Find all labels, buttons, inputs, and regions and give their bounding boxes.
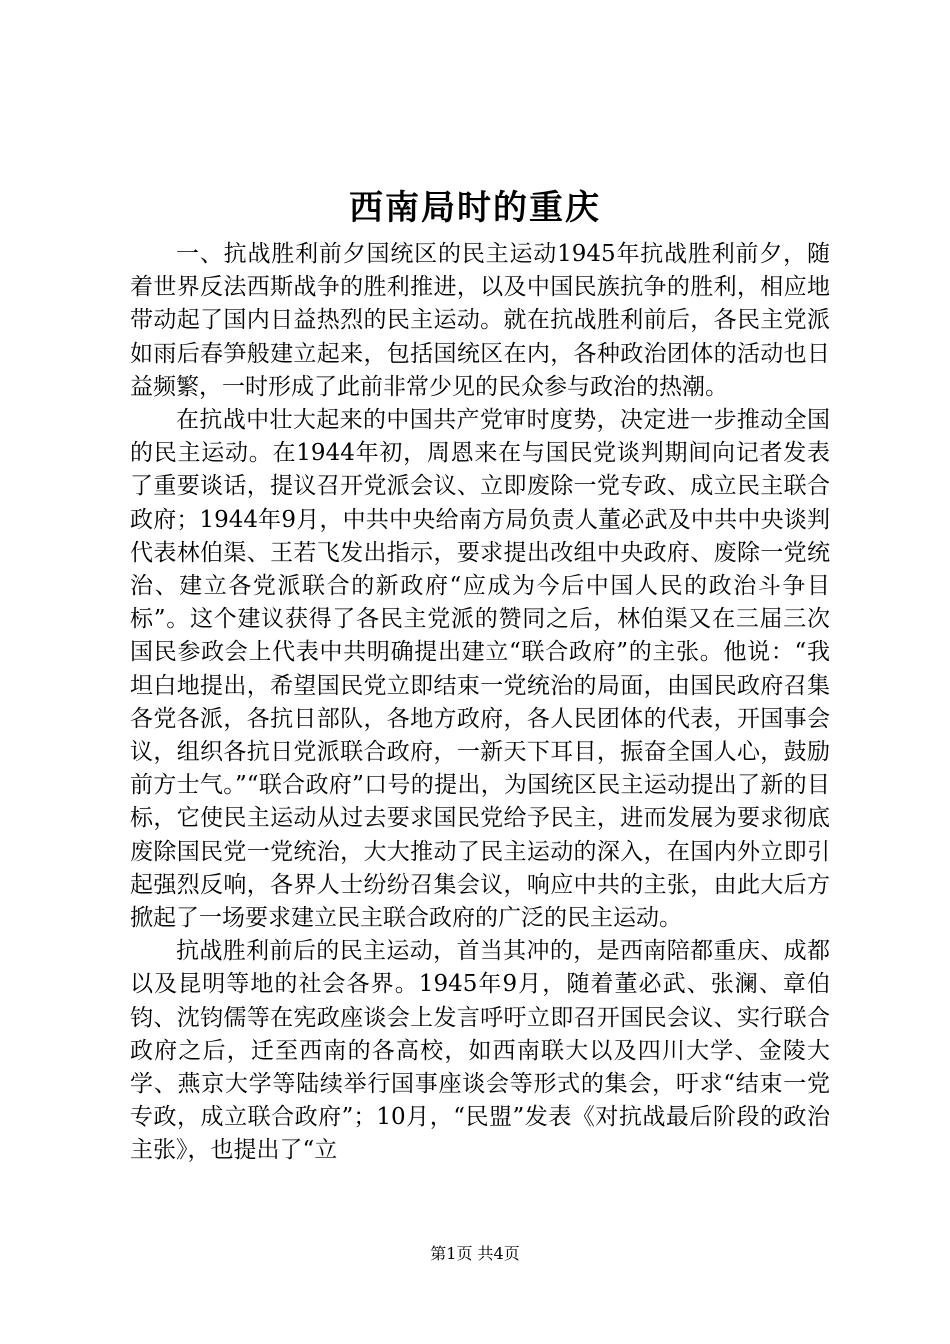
paragraph-3: 抗战胜利前后的民主运动，首当其冲的，是西南陪都重庆、成都以及昆明等地的社会各界。1945年9月，随着董必武、张澜、章伯钧、沈钧儒等在宪政座谈会上发言呼吁立即召开国民会议、实行联合政府之后，迁至西南的各高校，如西南联大以及四川大学、金陵大学、燕京大学等陆续举行国事座谈会等形式的集会，吁求“结束一党专政，成立联合政府”；10月，“民盟”发表《对抗战最后阶段的政治主张》，也提出了“立 [130, 938, 830, 1164]
page-number-footer: 第1页 共4页 [430, 1244, 520, 1263]
paragraph-1: 一、抗战胜利前夕国统区的民主运动1945年抗战胜利前夕，随着世界反法西斯战争的胜利推进，以及中国民族抗争的胜利，相应地带动起了国内日益热烈的民主运动。就在抗战胜利前后，各民主党派如雨后春笋般建立起来，包括国统区在内，各种政治团体的活动也日益频繁，一时形成了此前非常少见的民众参与政治的热潮。 [130, 241, 830, 400]
document-title: 西南局时的重庆 [349, 188, 601, 228]
document-body [130, 238, 830, 1168]
paragraph-2: 在抗战中壮大起来的中国共产党审时度势，决定进一步推动全国的民主运动。在1944年初，周恩来在与国民党谈判期间向记者发表了重要谈话，提议召开党派会议、立即废除一党专政、成立民主联合政府；1944年9月，中共中央给南方局负责人董必武及中共中央谈判代表林伯渠、王若飞发出指示，要求提出改组中央政府、废除一党统治、建立各党派联合的新政府“应成为今后中国人民的政治斗争目标”。这个建议获得了各民主党派的赞同之后，林伯渠又在三届三次国民参政会上代表中共明确提出建立“联合政府”的主张。他说：“我坦白地提出，希望国民党立即结束一党统治的局面，由国民政府召集各党各派，各抗日部队，各地方政府，各人民团体的代表，开国事会议，组织各抗日党派联合政府，一新天下耳目，振奋全国人心，鼓励前方士气。”“联合政府”口号的提出，为国统区民主运动提出了新的目标，它使民主运动从过去要求国民党给予民主，进而发展为要求彻底废除国民党一党统治，大大推动了民主运动的深入，在国内外立即引起强烈反响，各界人士纷纷召集会议，响应中共的主张，由此大后方掀起了一场要求建立民主联合政府的广泛的民主运动。 [130, 407, 830, 932]
